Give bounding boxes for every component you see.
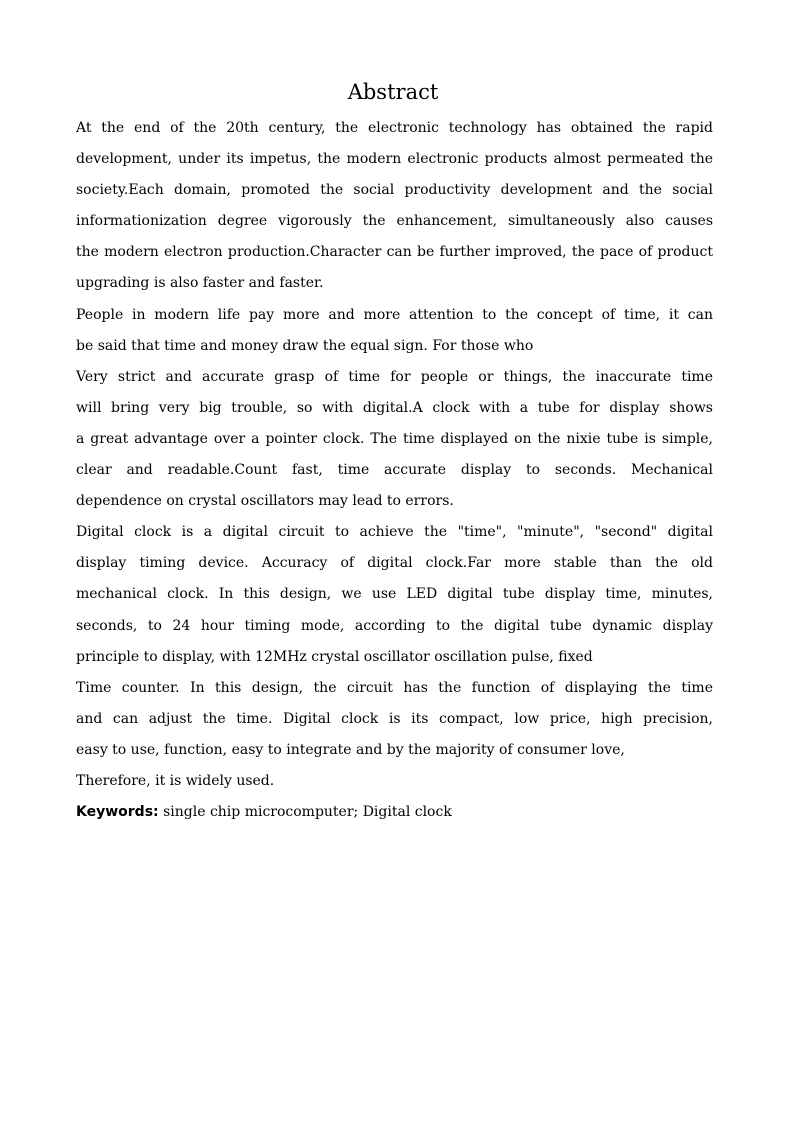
text-line: At the end of the 20th century, the electronic technology has obtained the rapid [76, 120, 713, 136]
abstract-body [76, 113, 713, 828]
text-line: display timing device. Accuracy of digital clock.Far more stable than the old [76, 555, 713, 572]
text-line: informationization degree vigorously the enhancement, simultaneously also causes [76, 213, 713, 230]
text-line: People in modern life pay more and more attention to the concept of time, it can [76, 306, 713, 323]
text-line: Digital clock is a digital circuit to achieve the "time", "minute", "second" digital [76, 524, 713, 541]
text-line: mechanical clock. In this design, we use LED digital tube display time, minutes, [76, 586, 713, 603]
text-line: and can adjust the time. Digital clock is its compact, low price, high precision, [76, 710, 713, 727]
text-line: dependence on crystal oscillators may lead to errors. [76, 493, 454, 510]
text-line: clear and readable.Count fast, time accurate display to seconds. Mechanical [76, 462, 713, 479]
text-line: seconds, to 24 hour timing mode, according to the digital tube dynamic display [76, 617, 713, 634]
text-line: society.Each domain, promoted the social productivity development and the social [76, 182, 713, 199]
text-line: Time counter. In this design, the circuit has the function of displaying the time [76, 679, 713, 696]
keywords-line [76, 797, 713, 828]
text-line: upgrading is also faster and faster. [76, 275, 324, 292]
text-line: a great advantage over a pointer clock. The time displayed on the nixie tube is simple, [76, 430, 713, 447]
keywords-text: single chip microcomputer; Digital clock [158, 804, 452, 821]
page-title: Abstract [347, 80, 439, 104]
text-line: will bring very big trouble, so with digital.A clock with a tube for display shows [76, 399, 713, 416]
text-line: Therefore, it is widely used. [76, 772, 275, 789]
keywords-label: Keywords: [76, 804, 159, 821]
text-line: Very strict and accurate grasp of time for people or things, the inaccurate time [76, 368, 713, 385]
text-line: easy to use, function, easy to integrate and by the majority of consumer love, [76, 741, 625, 758]
text-line: be said that time and money draw the equal sign. For those who [76, 337, 534, 354]
text-line: development, under its impetus, the modern electronic products almost permeated the [76, 151, 713, 168]
text-line: principle to display, with 12MHz crystal oscillator oscillation pulse, fixed [76, 648, 593, 665]
text-line: the modern electron production.Character can be further improved, the pace of product [76, 244, 713, 261]
